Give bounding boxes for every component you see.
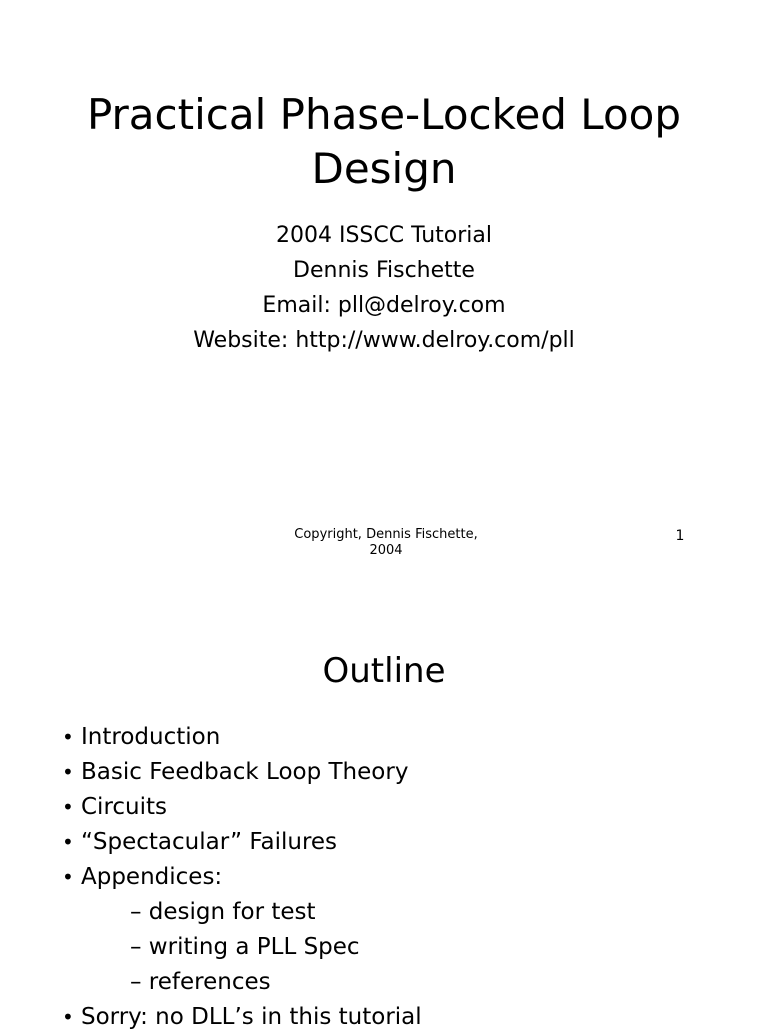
outline-title: Outline xyxy=(322,651,446,691)
sub-list-item: – references xyxy=(130,969,271,995)
list-item xyxy=(62,790,762,825)
sub-list-item: – design for test xyxy=(130,899,316,925)
list-item-label: Basic Feedback Loop Theory xyxy=(81,759,409,785)
list-item-label: “Spectacular” Failures xyxy=(81,829,338,855)
list-item-label: Introduction xyxy=(81,724,221,750)
bullet-icon: • xyxy=(62,865,74,889)
list-item xyxy=(62,860,762,895)
bullet-icon: • xyxy=(62,1005,74,1029)
sub-list-item: – writing a PLL Spec xyxy=(130,934,360,960)
bullet-icon: • xyxy=(62,725,74,749)
list-item-label: Sorry: no DLL’s in this tutorial xyxy=(81,1004,422,1030)
bullet-icon: • xyxy=(62,760,74,784)
list-item xyxy=(62,720,762,755)
email-line: Email: pll@delroy.com xyxy=(262,293,506,318)
list-item xyxy=(62,755,762,790)
list-item-label: Circuits xyxy=(81,794,168,820)
bullet-icon: • xyxy=(62,830,74,854)
copyright-footer: Copyright, Dennis Fischette, 2004 xyxy=(294,527,478,558)
outline-list xyxy=(62,720,762,1035)
slide-title: Practical Phase-Locked Loop Design xyxy=(86,90,682,193)
list-item xyxy=(62,1000,762,1035)
page-number: 1 xyxy=(675,528,685,544)
list-item xyxy=(62,825,762,860)
subtitle-block xyxy=(0,218,768,358)
author-line: Dennis Fischette xyxy=(293,258,475,283)
website-line: Website: http://www.delroy.com/pll xyxy=(193,328,575,353)
slide-2 xyxy=(0,590,768,1030)
event-line: 2004 ISSCC Tutorial xyxy=(276,223,492,248)
bullet-icon: • xyxy=(62,795,74,819)
list-item-label: Appendices: xyxy=(81,864,223,890)
